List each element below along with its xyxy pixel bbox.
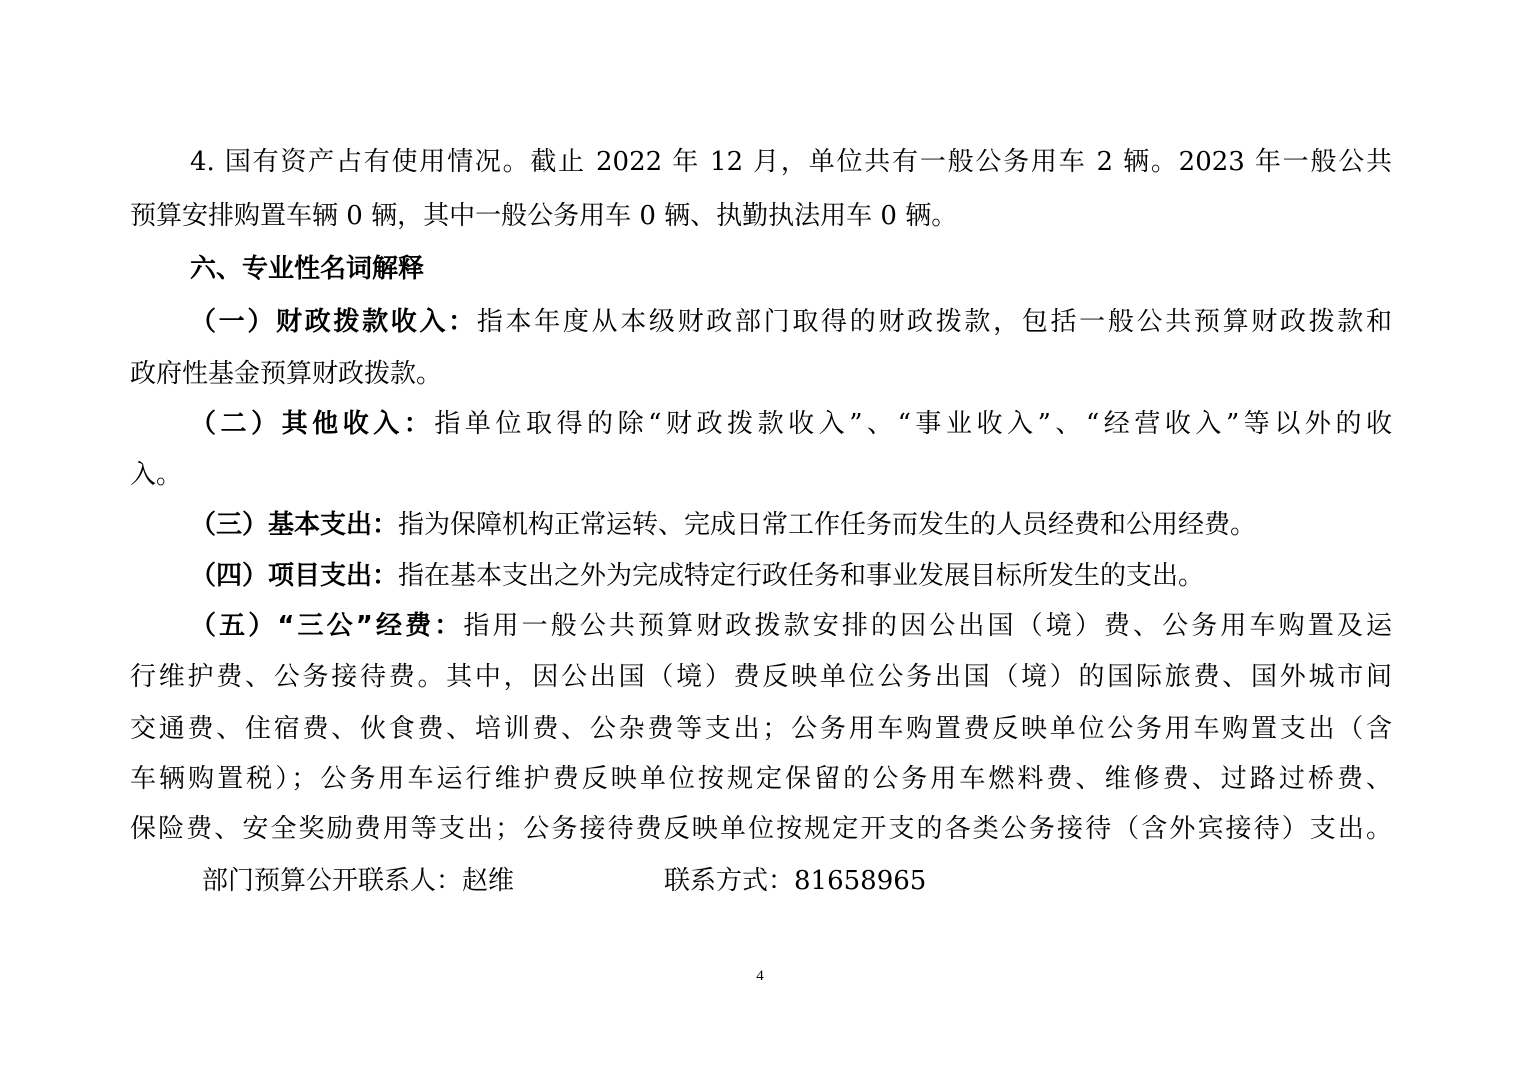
- term-5-line-5: 保险费、安全奖励费用等支出；公务接待费反映单位按规定开支的各类公务接待（含外宾接待）支出。: [130, 814, 1392, 844]
- term-1-line-1: [190, 305, 1392, 339]
- term-4-definition: 指在基本支出之外为完成特定行政任务和事业发展目标所发生的支出。: [398, 561, 1205, 591]
- term-2-line-1: [190, 407, 1392, 441]
- term-2-title: （二）其他收入：: [190, 409, 435, 439]
- term-1-line-2: 政府性基金预算财政拨款。: [130, 359, 443, 389]
- page-number: 4: [756, 968, 764, 984]
- assets-paragraph-line-2: 预算安排购置车辆 0 辆，其中一般公务用车 0 辆、执勤执法用车 0 辆。: [130, 201, 958, 231]
- term-3-title: （三）基本支出：: [190, 510, 399, 540]
- term-5-title: （五）“三公”经费：: [190, 611, 464, 641]
- term-5-line-4: 车辆购置税）；公务用车运行维护费反映单位按规定保留的公务用车燃料费、维修费、过路过桥费、: [130, 764, 1392, 794]
- term-2-line-2: 入。: [130, 460, 183, 490]
- term-5-definition: 指用一般公共预算财政拨款安排的因公出国（境）费、公务用车购置及运: [463, 611, 1392, 641]
- term-1-definition: 指本年度从本级财政部门取得的财政拨款，包括一般公共预算财政拨款和: [476, 307, 1392, 337]
- term-5-line-2: 行维护费、公务接待费。其中，因公出国（境）费反映单位公务出国（境）的国际旅费、国外城市间: [130, 662, 1392, 692]
- assets-paragraph-line-1: 4. 国有资产占有使用情况。截止 2022 年 12 月，单位共有一般公务用车 2 辆。2023 年一般公共: [190, 147, 1392, 177]
- term-4-title: （四）项目支出：: [190, 561, 399, 591]
- term-5-line-3: 交通费、住宿费、伙食费、培训费、公杂费等支出；公务用车购置费反映单位公务用车购置支出（含: [130, 714, 1392, 744]
- term-1-title: （一）财政拨款收入：: [190, 307, 477, 337]
- term-3-line-1: [190, 508, 1256, 542]
- term-5-line-1: [190, 609, 1392, 643]
- term-2-definition: 指单位取得的除“财政拨款收入”、“事业收入”、“经营收入”等以外的收: [434, 409, 1392, 439]
- section-heading: 六、专业性名词解释: [190, 254, 425, 284]
- term-3-definition: 指为保障机构正常运转、完成日常工作任务而发生的人员经费和公用经费。: [398, 510, 1257, 540]
- contact-method: 联系方式：81658965: [664, 866, 927, 896]
- term-4-line-1: [190, 559, 1204, 593]
- contact-person: 部门预算公开联系人：赵维: [202, 866, 515, 896]
